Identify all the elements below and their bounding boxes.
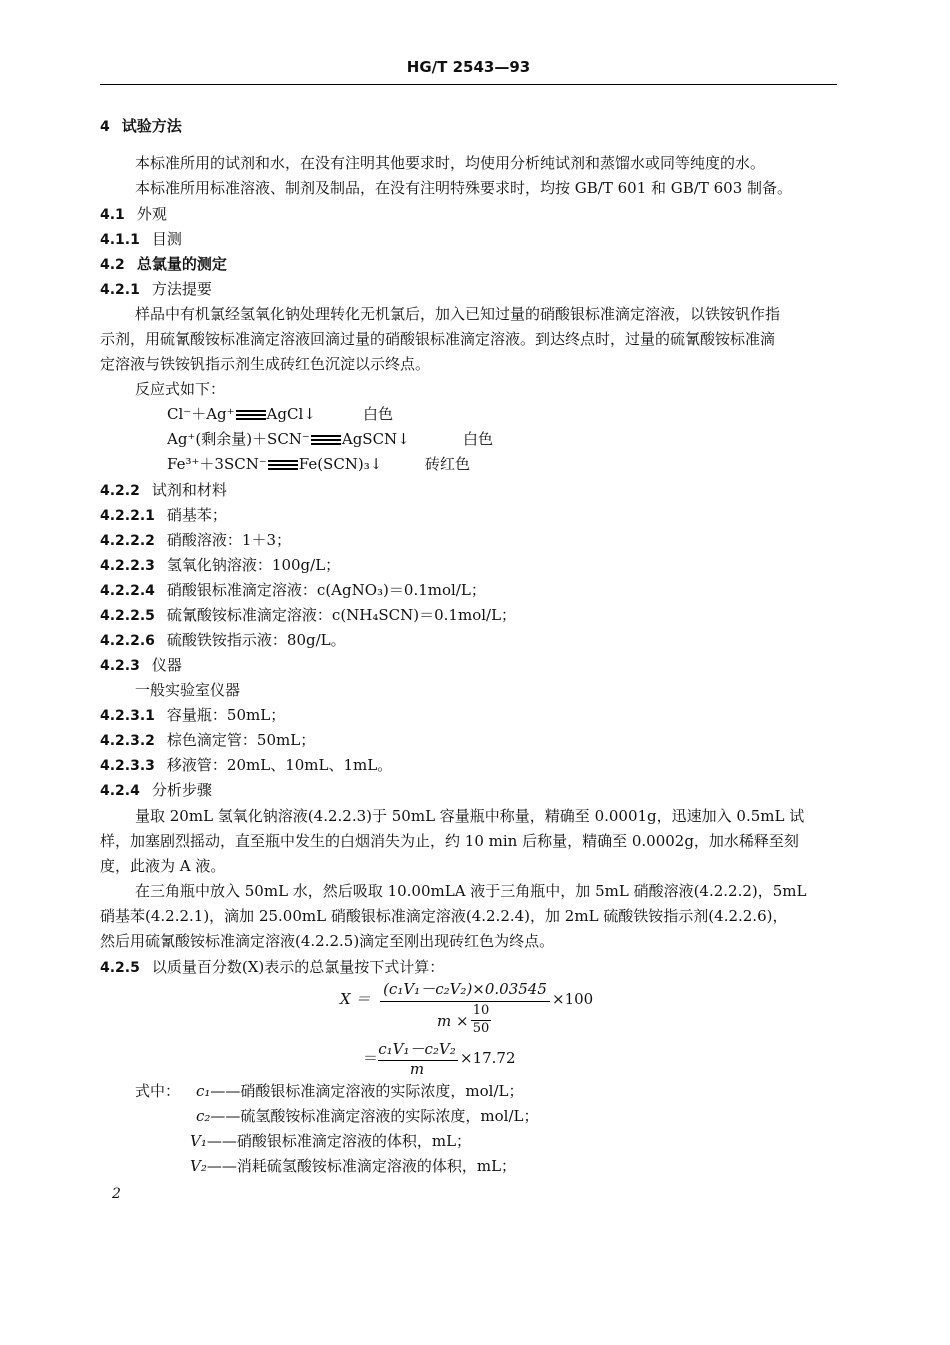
- formula-subfraction-den: 50: [472, 1021, 490, 1036]
- formula-multiplier: ×17.72: [460, 1049, 516, 1067]
- section-title: 试验方法: [121, 117, 182, 135]
- equals-sign-icon: [268, 460, 298, 471]
- apparatus-item: [100, 730, 315, 751]
- section-title: 仪器: [151, 656, 182, 674]
- item-number: 4.2.2.3: [100, 558, 155, 574]
- section-title: 分析步骤: [151, 781, 212, 799]
- variable-definition: [190, 1156, 516, 1176]
- reagent-item: [100, 505, 227, 526]
- variable-symbol: c₂: [196, 1107, 211, 1125]
- reagent-item: [100, 605, 516, 626]
- variable-definition: [190, 1131, 471, 1151]
- item-text: 容量瓶：50mL；: [166, 706, 286, 724]
- section-number: 4.2.2: [100, 483, 140, 499]
- reaction-note: 白色: [463, 430, 494, 448]
- variable-definition: [196, 1106, 539, 1126]
- formula-denominator: m ×: [437, 1012, 469, 1030]
- section-title: 外观: [136, 205, 167, 223]
- section-number: 4.2.3: [100, 658, 140, 674]
- reaction-note: 砖红色: [425, 455, 471, 473]
- variable-symbol: V₂: [190, 1157, 207, 1175]
- section-4-1-1-heading: [100, 229, 182, 250]
- reaction-equation: [167, 454, 471, 474]
- standard-header: HG/T 2543—93: [406, 58, 531, 76]
- variable-description: ——消耗硫氢酸铵标准滴定溶液的体积，mL；: [206, 1157, 517, 1175]
- reaction-equation: [167, 404, 394, 424]
- variable-description: ——硝酸银标准滴定溶液的体积，mL；: [206, 1132, 472, 1150]
- section-title: 总氯量的测定: [136, 255, 227, 273]
- reaction-rhs: AgSCN↓: [341, 430, 410, 448]
- reaction-rhs: Fe(SCN)₃↓: [298, 455, 383, 473]
- procedure-line: 度，此液为 A 液。: [100, 857, 226, 875]
- item-number: 4.2.2.5: [100, 608, 155, 624]
- item-text: 硫酸铁铵指示液：80g/L。: [166, 631, 346, 649]
- equals-sign-icon: [236, 410, 266, 421]
- section-4-2-5-heading: [100, 957, 444, 978]
- section-title: 试剂和材料: [151, 481, 227, 499]
- reaction-lhs: Ag⁺(剩余量)＋SCN⁻: [167, 430, 310, 448]
- header-rule: [100, 84, 837, 85]
- item-text: 移液管：20mL、10mL、1mL。: [166, 756, 393, 774]
- reaction-lhs: Fe³⁺＋3SCN⁻: [167, 455, 267, 473]
- formula-lhs: X ＝: [340, 990, 371, 1008]
- formula-equals: ＝: [363, 1049, 379, 1067]
- reagent-item: [100, 630, 346, 651]
- principle-line: 示剂，用硫氰酸铵标准滴定溶液回滴过量的硝酸银标准滴定溶液。到达终点时，过量的硫氰酸铵标准滴: [100, 330, 776, 348]
- item-number: 4.2.2.4: [100, 583, 155, 599]
- intro-line: 本标准所用标准溶液、制剂及制品，在没有注明特殊要求时，均按 GB/T 601 和 GB/T 603 制备。: [135, 179, 793, 197]
- apparatus-item: [100, 705, 285, 726]
- intro-line: 本标准所用的试剂和水，在没有注明其他要求时，均使用分析纯试剂和蒸馏水或同等纯度的水。: [135, 154, 766, 172]
- reagent-item: [100, 555, 340, 576]
- section-number: 4.2: [100, 257, 125, 273]
- formula-multiplier: ×100: [552, 990, 594, 1008]
- item-number: 4.2.3.1: [100, 708, 155, 724]
- reaction-lhs: Cl⁻＋Ag⁺: [167, 405, 235, 423]
- formula-numerator: (c₁V₁－c₂V₂)×0.03545: [383, 980, 547, 998]
- procedure-line: 然后用硫氰酸铵标准滴定溶液(4.2.2.5)滴定至刚出现砖红色为终点。: [100, 932, 555, 950]
- procedure-line: 硝基苯(4.2.2.1)，滴加 25.00mL 硝酸银标准滴定溶液(4.2.2.4)，加 2mL 硫酸铁铵指示剂(4.2.2.6)，: [100, 907, 788, 925]
- reagent-item: [100, 580, 486, 601]
- item-text: 棕色滴定管：50mL；: [166, 731, 316, 749]
- variable-symbol: V₁: [190, 1132, 207, 1150]
- reaction-intro: 反应式如下：: [135, 380, 226, 398]
- page-number: 2: [112, 1186, 121, 1202]
- item-number: 4.2.3.2: [100, 733, 155, 749]
- variable-description: ——硫氢酸铵标准滴定溶液的实际浓度，mol/L；: [210, 1107, 539, 1125]
- formula-numerator: c₁V₁－c₂V₂: [378, 1040, 456, 1058]
- apparatus-item: [100, 755, 392, 776]
- item-text: 硫氰酸铵标准滴定溶液：c(NH₄SCN)＝0.1mol/L；: [166, 606, 517, 624]
- section-4-2-2-heading: [100, 480, 227, 501]
- item-text: 硝基苯；: [166, 506, 227, 524]
- section-number: 4.2.4: [100, 783, 140, 799]
- procedure-line: 在三角瓶中放入 50mL 水，然后吸取 10.00mLA 液于三角瓶中，加 5mL 硝酸溶液(4.2.2.2)，5mL: [135, 882, 807, 900]
- reaction-rhs: AgCl↓: [266, 405, 316, 423]
- item-number: 4.2.2.2: [100, 533, 155, 549]
- item-number: 4.2.2.1: [100, 508, 155, 524]
- formula-denominator: m: [409, 1060, 425, 1078]
- reaction-equation: [167, 429, 494, 449]
- item-text: 硝酸银标准滴定溶液：c(AgNO₃)＝0.1mol/L；: [166, 581, 486, 599]
- section-4-heading: [100, 116, 182, 137]
- section-4-2-3-heading: [100, 655, 182, 676]
- item-text: 硝酸溶液：1＋3；: [166, 531, 292, 549]
- formula-subfraction-num: 10: [472, 1003, 490, 1018]
- item-text: 氢氧化钠溶液：100g/L；: [166, 556, 341, 574]
- fraction-bar: [380, 1001, 550, 1002]
- section-title: 方法提要: [151, 280, 212, 298]
- item-number: 4.2.2.6: [100, 633, 155, 649]
- where-label: 式中：: [135, 1082, 181, 1100]
- variable-description: ——硝酸银标准滴定溶液的实际浓度，mol/L；: [210, 1082, 524, 1100]
- equals-sign-icon: [311, 435, 341, 446]
- item-number: 4.2.3.3: [100, 758, 155, 774]
- section-number: 4.1: [100, 207, 125, 223]
- apparatus-intro: 一般实验室仪器: [135, 681, 241, 699]
- section-4-2-heading: [100, 254, 227, 275]
- procedure-line: 样，加塞剧烈摇动，直至瓶中发生的白烟消失为止，约 10 min 后称量，精确至 0.0002g，加水稀释至刻: [100, 832, 799, 850]
- variable-symbol: c₁: [196, 1082, 211, 1100]
- section-number: 4.1.1: [100, 232, 140, 248]
- procedure-line: 量取 20mL 氢氧化钠溶液(4.2.2.3)于 50mL 容量瓶中称量，精确至 0.0001g，迅速加入 0.5mL 试: [135, 807, 805, 825]
- principle-line: 定溶液与铁铵钒指示剂生成砖红色沉淀以示终点。: [100, 355, 431, 373]
- section-number: 4.2.5: [100, 960, 140, 976]
- section-4-2-4-heading: [100, 780, 212, 801]
- section-4-1-heading: [100, 204, 167, 225]
- reagent-item: [100, 530, 291, 551]
- section-title: 目测: [151, 230, 182, 248]
- section-title: 以质量百分数(X)表示的总氯量按下式计算：: [151, 958, 445, 976]
- section-number: 4: [100, 119, 110, 135]
- section-number: 4.2.1: [100, 282, 140, 298]
- principle-line: 样品中有机氯经氢氧化钠处理转化无机氯后，加入已知过量的硝酸银标准滴定溶液，以铁铵钒作指: [135, 305, 781, 323]
- section-4-2-1-heading: [100, 279, 212, 300]
- variable-definition: [196, 1081, 524, 1101]
- reaction-note: 白色: [363, 405, 394, 423]
